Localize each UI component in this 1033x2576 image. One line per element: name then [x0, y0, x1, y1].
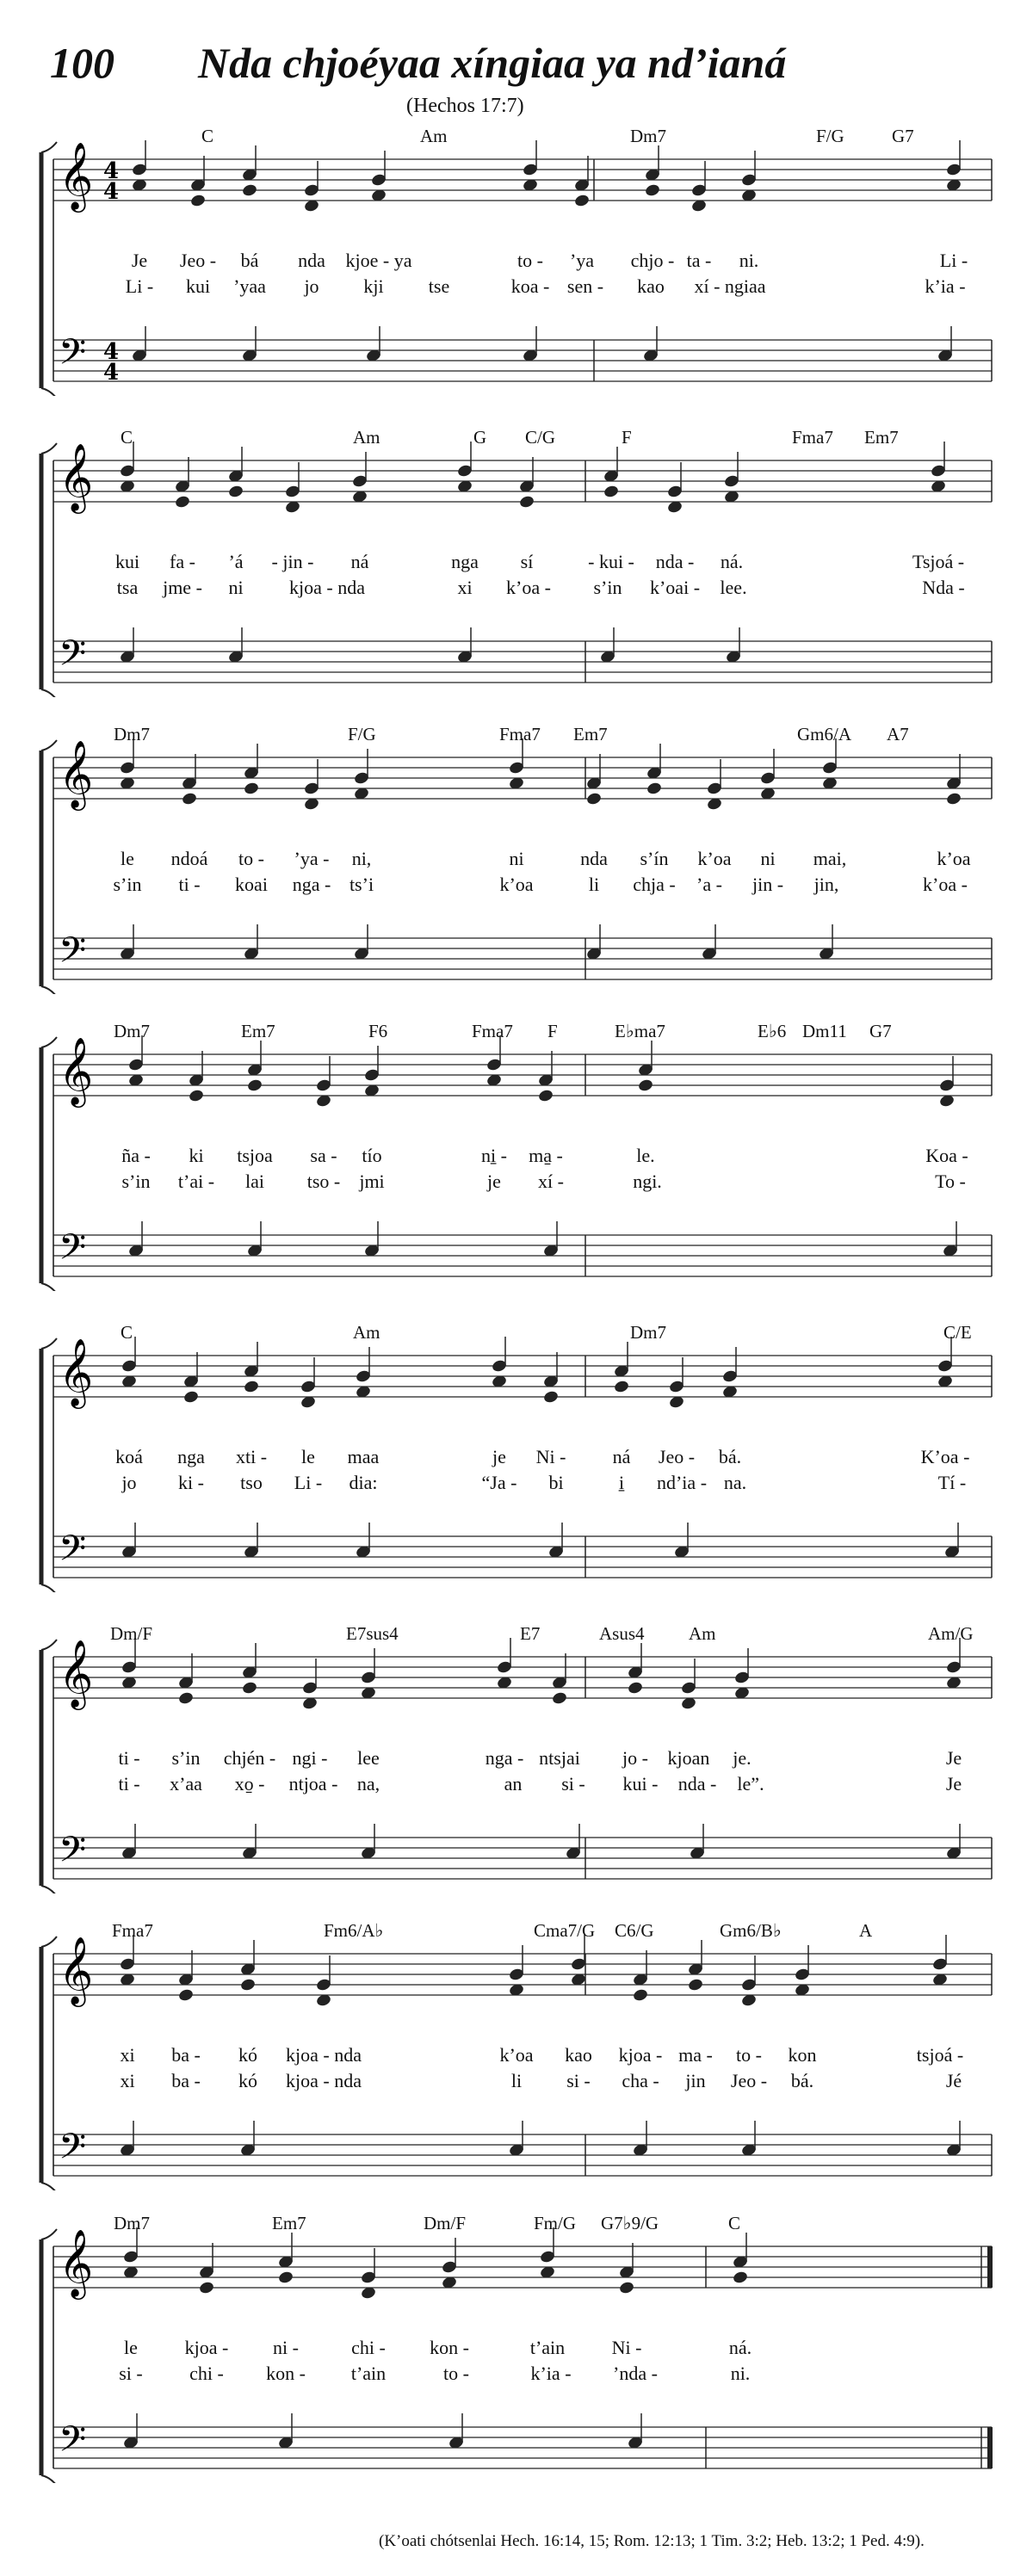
bass-clef-icon: 𝄢: [59, 1528, 87, 1578]
lyric-syllable: t’ain: [529, 2337, 566, 2358]
lyric-syllable: Je: [945, 1747, 962, 1769]
lyric-syllable: fa -: [170, 551, 195, 572]
lyric-syllable: ni̱ -: [481, 1145, 507, 1166]
bass-clef-icon: 𝄢: [59, 2418, 87, 2468]
treble-clef-icon: 𝄞: [59, 2229, 94, 2297]
chord-symbol: C: [121, 1322, 133, 1343]
lyric-syllable: nda: [298, 250, 325, 271]
lyric-syllable: k’oa -: [506, 577, 551, 598]
lyric-syllable: Li -: [125, 275, 154, 297]
chord-symbol: G7♭9/G: [601, 2213, 659, 2233]
note-head: [181, 792, 197, 806]
bass-clef-icon: 𝄢: [59, 1829, 87, 1879]
chord-symbol: Fma7: [472, 1021, 513, 1041]
lyric-syllable: chi -: [351, 2337, 386, 2358]
chord-symbol: Fma7: [792, 427, 833, 448]
note-head: [618, 2281, 634, 2295]
lyric-syllable: le”.: [737, 1773, 764, 1795]
lyric-syllable: Koa -: [925, 1145, 968, 1166]
chord-symbol: Dm7: [114, 1021, 150, 1041]
lyric-syllable: ni: [760, 848, 776, 869]
chord-symbol: F: [547, 1021, 558, 1041]
lyric-syllable: sí: [520, 551, 534, 572]
lyric-syllable: chi -: [189, 2363, 224, 2384]
note-head: [573, 194, 590, 208]
lyric-syllable: Tí -: [937, 1472, 967, 1493]
lyric-syllable: bi: [548, 1472, 564, 1493]
lyric-syllable: jin: [685, 2070, 706, 2091]
lyric-syllable: ntsjai: [539, 1747, 580, 1769]
lyric-syllable: kjoe - ya: [345, 250, 412, 271]
note-head: [732, 2270, 748, 2285]
lyric-syllable: To -: [935, 1171, 966, 1192]
music-system: [0, 1016, 1033, 1291]
lyric-syllable: ni: [228, 577, 244, 598]
chord-symbol: E♭ma7: [615, 1021, 665, 1041]
chord-symbol: Dm/F: [110, 1623, 153, 1644]
lyric-syllable: tsjoa: [237, 1145, 273, 1166]
lyric-syllable: Jeo -: [658, 1446, 696, 1467]
lyric-syllable: ts’i: [349, 874, 374, 895]
treble-clef-icon: 𝄞: [59, 142, 94, 210]
note-head: [687, 1978, 703, 1992]
note-head: [243, 1380, 259, 1394]
note-head: [542, 1390, 559, 1405]
time-signature: 4: [103, 339, 120, 365]
chord-symbol: C/E: [943, 1322, 972, 1343]
lyric-syllable: Je: [131, 250, 148, 271]
chord-symbol: Am: [420, 126, 448, 146]
lyric-syllable: jme -: [163, 577, 202, 598]
bass-clef-icon: 𝄢: [59, 331, 87, 381]
time-signature: 4: [103, 360, 120, 386]
note-head: [177, 1691, 194, 1706]
lyric-syllable: kui: [114, 551, 140, 572]
note-head: [246, 1078, 263, 1093]
note-head: [239, 1978, 256, 1992]
lyric-syllable: jin,: [813, 874, 839, 895]
chord-symbol: E♭6: [758, 1021, 787, 1041]
lyric-syllable: nga -: [292, 874, 331, 895]
lyric-syllable: ná.: [720, 551, 744, 572]
note-head: [277, 2270, 294, 2285]
lyric-syllable: kao: [565, 2044, 592, 2066]
chord-symbol: Dm7: [114, 2213, 150, 2233]
lyric-syllable: tío: [362, 1145, 382, 1166]
lyric-syllable: Li -: [294, 1472, 323, 1493]
lyric-syllable: kon: [788, 2044, 817, 2066]
note-head: [637, 1078, 653, 1093]
lyric-syllable: kjoa - nda: [286, 2044, 362, 2066]
lyric-syllable: tsjoá -: [916, 2044, 964, 2066]
chord-symbol: A7: [887, 724, 909, 744]
chord-symbol: Em7: [573, 724, 608, 744]
lyric-syllable: cha -: [622, 2070, 659, 2091]
lyric-syllable: le: [124, 2337, 138, 2358]
lyric-syllable: k’oa: [499, 2044, 534, 2066]
note-head: [585, 792, 602, 806]
note-head: [603, 485, 619, 499]
lyric-syllable: ni -: [273, 2337, 299, 2358]
note-head: [632, 1988, 648, 2003]
bass-clef-icon: 𝄢: [59, 930, 87, 979]
lyric-syllable: ’ya: [569, 250, 595, 271]
note-head: [613, 1380, 629, 1394]
lyric-syllable: kao: [637, 275, 665, 297]
chord-symbol: Am: [353, 427, 380, 448]
lyric-syllable: kui -: [622, 1773, 659, 1795]
chord-symbol: Em7: [241, 1021, 275, 1041]
lyric-syllable: le: [121, 848, 134, 869]
lyric-syllable: s’in: [113, 874, 142, 895]
lyric-syllable: to -: [736, 2044, 762, 2066]
lyric-syllable: k’ia -: [530, 2363, 572, 2384]
lyric-syllable: Li -: [939, 250, 968, 271]
lyric-syllable: k’oa -: [923, 874, 968, 895]
lyric-syllable: “Ja -: [481, 1472, 517, 1493]
chord-symbol: C6/G: [615, 1920, 654, 1941]
chord-symbol: G7: [892, 126, 914, 146]
chord-symbol: Fma7: [112, 1920, 153, 1941]
lyric-syllable: bá.: [718, 1446, 742, 1467]
lyric-syllable: kon -: [430, 2337, 469, 2358]
footer-note: (K’oati chótsenlai Hech. 16:14, 15; Rom. 12:13; 1 Tim. 3:2; Heb. 13:2; 1 Ped. 4:9).: [379, 2532, 925, 2550]
lyric-syllable: Ni -: [611, 2337, 642, 2358]
music-system: [0, 1915, 1033, 2190]
chord-symbol: Em7: [864, 427, 899, 448]
treble-clef-icon: 𝄞: [59, 1937, 94, 2005]
lyric-syllable: mai,: [813, 848, 847, 869]
lyric-syllable: Jeo -: [179, 250, 217, 271]
treble-clef-icon: 𝄞: [59, 1338, 94, 1406]
lyric-syllable: kjoa - nda: [286, 2070, 362, 2091]
note-head: [174, 495, 190, 510]
lyric-syllable: xí - ngiaa: [694, 275, 766, 297]
hymn-number: 100: [50, 39, 114, 87]
lyric-syllable: ’ya -: [294, 848, 330, 869]
lyric-syllable: koai: [235, 874, 268, 895]
lyric-syllable: nga: [451, 551, 479, 572]
lyric-syllable: nda -: [655, 551, 695, 572]
lyric-syllable: ti -: [178, 874, 201, 895]
lyric-syllable: koá: [115, 1446, 143, 1467]
note-head: [241, 183, 257, 198]
chord-symbol: E7sus4: [346, 1623, 399, 1644]
lyric-syllable: lee: [357, 1747, 380, 1769]
lyric-syllable: xi: [120, 2044, 135, 2066]
lyric-syllable: ti -: [118, 1747, 140, 1769]
lyric-syllable: nda -: [677, 1773, 717, 1795]
lyric-syllable: i̱: [618, 1472, 625, 1493]
lyric-syllable: li: [510, 2070, 523, 2091]
chord-symbol: Fma7: [499, 724, 541, 744]
lyric-syllable: kjoa -: [184, 2337, 229, 2358]
note-head: [198, 2281, 214, 2295]
music-system: [0, 1618, 1033, 1893]
lyric-syllable: chjo -: [630, 250, 675, 271]
lyric-syllable: ngi -: [292, 1747, 328, 1769]
lyric-syllable: K’oa -: [920, 1446, 970, 1467]
note-head: [646, 781, 662, 796]
lyric-syllable: xi: [120, 2070, 135, 2091]
music-system: [0, 2208, 1033, 2483]
lyric-syllable: ná: [612, 1446, 631, 1467]
chord-symbol: G: [473, 427, 487, 448]
note-head: [537, 1089, 554, 1103]
treble-clef-icon: 𝄞: [59, 1037, 94, 1105]
lyric-syllable: bá: [240, 250, 259, 271]
lyric-syllable: s’ín: [640, 848, 669, 869]
chord-symbol: C: [728, 2213, 741, 2233]
chord-symbol: Gm6/A: [797, 724, 851, 744]
lyric-syllable: kon -: [266, 2363, 306, 2384]
lyric-syllable: si -: [561, 1773, 585, 1795]
lyric-syllable: nda: [580, 848, 608, 869]
lyric-syllable: kjoan: [667, 1747, 710, 1769]
chord-symbol: Dm7: [114, 724, 150, 744]
lyric-syllable: jin -: [752, 874, 784, 895]
lyric-syllable: ba -: [171, 2070, 201, 2091]
lyric-syllable: Jé: [945, 2070, 962, 2091]
note-head: [627, 1681, 643, 1696]
lyric-syllable: ba -: [171, 2044, 201, 2066]
lyric-syllable: ni.: [730, 2363, 751, 2384]
lyric-syllable: lee.: [720, 577, 747, 598]
lyric-syllable: koa -: [510, 275, 550, 297]
lyric-syllable: jmi: [359, 1171, 385, 1192]
lyric-syllable: bá.: [790, 2070, 814, 2091]
lyric-syllable: t’ai -: [177, 1171, 215, 1192]
lyric-syllable: je: [492, 1446, 506, 1467]
lyric-syllable: s’in: [593, 577, 622, 598]
lyric-syllable: kui: [185, 275, 211, 297]
lyric-syllable: - kui -: [588, 551, 634, 572]
chord-symbol: Em7: [272, 2213, 306, 2233]
staff-graphics: [0, 2208, 1033, 2483]
lyric-syllable: ntjoa -: [288, 1773, 338, 1795]
lyric-syllable: si -: [566, 2070, 591, 2091]
lyric-syllable: ña -: [121, 1145, 151, 1166]
lyric-syllable: na.: [723, 1472, 747, 1493]
note-head: [188, 1089, 204, 1103]
note-head: [182, 1390, 199, 1405]
lyric-syllable: to -: [443, 2363, 469, 2384]
chord-symbol: Am: [353, 1322, 380, 1343]
lyric-syllable: je.: [733, 1747, 752, 1769]
treble-clef-icon: 𝄞: [59, 443, 94, 511]
note-head: [551, 1691, 567, 1706]
lyric-syllable: le.: [636, 1145, 655, 1166]
lyric-syllable: Ni -: [535, 1446, 566, 1467]
chord-symbol: E7: [520, 1623, 541, 1644]
lyric-syllable: xo̱ -: [234, 1773, 265, 1795]
music-system: [0, 422, 1033, 697]
lyric-syllable: jo -: [622, 1747, 648, 1769]
lyric-syllable: k’oai -: [649, 577, 701, 598]
lyric-syllable: tso -: [306, 1171, 341, 1192]
lyric-syllable: k’oa: [697, 848, 732, 869]
chord-symbol: Am: [689, 1623, 716, 1644]
lyric-syllable: Je: [945, 1773, 962, 1795]
lyric-syllable: k’ia -: [925, 275, 966, 297]
lyric-syllable: jo: [304, 275, 319, 297]
lyric-syllable: kjoa - nda: [289, 577, 365, 598]
lyric-syllable: to -: [517, 250, 543, 271]
lyric-syllable: chjén -: [223, 1747, 276, 1769]
note-head: [227, 485, 244, 499]
lyric-syllable: xi: [457, 577, 473, 598]
chord-symbol: F6: [368, 1021, 388, 1041]
chord-symbol: Dm7: [630, 126, 666, 146]
lyric-syllable: ’yaa: [233, 275, 266, 297]
lyric-syllable: ta -: [686, 250, 712, 271]
lyric-syllable: kjoa -: [618, 2044, 663, 2066]
chord-symbol: Cma7/G: [534, 1920, 596, 1941]
lyric-syllable: Nda -: [922, 577, 965, 598]
lyric-syllable: tso: [240, 1472, 263, 1493]
lyric-syllable: maa: [347, 1446, 380, 1467]
lyric-syllable: sen -: [566, 275, 604, 297]
lyric-syllable: kji: [363, 275, 384, 297]
lyric-syllable: nga: [177, 1446, 205, 1467]
lyric-syllable: sa -: [310, 1145, 337, 1166]
lyric-syllable: ki -: [178, 1472, 204, 1493]
lyric-syllable: xí -: [538, 1171, 564, 1192]
chord-symbol: Dm7: [630, 1322, 666, 1343]
chord-symbol: Am/G: [928, 1623, 974, 1644]
lyric-syllable: ngi.: [633, 1171, 662, 1192]
chord-symbol: F/G: [348, 724, 376, 744]
lyric-syllable: li: [588, 874, 600, 895]
lyric-syllable: s’in: [121, 1171, 151, 1192]
time-signature: 4: [103, 179, 120, 205]
lyric-syllable: nd’ia -: [656, 1472, 708, 1493]
music-system: [0, 719, 1033, 994]
hymn-reference: (Hechos 17:7): [406, 95, 524, 117]
lyric-syllable: ná: [350, 551, 369, 572]
lyric-syllable: chja -: [633, 874, 676, 895]
lyric-syllable: dia:: [349, 1472, 378, 1493]
lyric-syllable: ni,: [351, 848, 372, 869]
note-head: [241, 1681, 257, 1696]
lyric-syllable: ’á: [228, 551, 244, 572]
hymn-title: Nda chjoéyaa xíngiaa ya nd’ianá: [198, 39, 787, 87]
bass-clef-icon: 𝄢: [59, 1226, 87, 1276]
lyric-syllable: x’aa: [170, 1773, 202, 1795]
lyric-syllable: - jin -: [271, 551, 314, 572]
chord-symbol: G7: [869, 1021, 892, 1041]
music-system: [0, 120, 1033, 396]
staff-graphics: [0, 1317, 1033, 1592]
lyric-syllable: kó: [238, 2070, 257, 2091]
lyric-syllable: ndoá: [170, 848, 208, 869]
chord-symbol: F/G: [816, 126, 844, 146]
lyric-syllable: to -: [238, 848, 264, 869]
lyric-syllable: s’in: [171, 1747, 201, 1769]
page-header: [0, 0, 1033, 117]
staff-graphics: [0, 1016, 1033, 1291]
lyric-syllable: ki: [189, 1145, 204, 1166]
lyric-syllable: si -: [119, 2363, 143, 2384]
lyric-syllable: ’a -: [696, 874, 722, 895]
note-head: [945, 792, 962, 806]
staff-graphics: [0, 120, 1033, 396]
lyric-syllable: ’nda -: [613, 2363, 658, 2384]
lyric-syllable: tse: [428, 275, 450, 297]
music-system: [0, 1317, 1033, 1592]
chord-symbol: Gm6/B♭: [720, 1920, 782, 1941]
lyric-syllable: lai: [245, 1171, 264, 1192]
note-head: [518, 495, 535, 510]
chord-symbol: C: [121, 427, 133, 448]
lyric-syllable: k’oa: [937, 848, 971, 869]
bass-clef-icon: 𝄢: [59, 633, 87, 683]
time-signature: 4: [103, 158, 120, 184]
lyric-syllable: xti -: [235, 1446, 268, 1467]
lyric-syllable: tsa: [116, 577, 139, 598]
chord-symbol: Asus4: [599, 1623, 645, 1644]
chord-symbol: C/G: [525, 427, 556, 448]
chord-symbol: F: [622, 427, 632, 448]
note-head: [243, 781, 259, 796]
lyric-syllable: nga -: [485, 1747, 524, 1769]
lyric-syllable: je: [487, 1171, 501, 1192]
lyric-syllable: ni.: [739, 250, 759, 271]
chord-symbol: A: [859, 1920, 873, 1941]
lyric-syllable: ma̱ -: [529, 1145, 563, 1166]
lyric-syllable: ni: [509, 848, 524, 869]
lyric-syllable: an: [504, 1773, 523, 1795]
chord-symbol: C: [201, 126, 214, 146]
note-head: [189, 194, 206, 208]
lyric-syllable: na,: [356, 1773, 380, 1795]
note-head: [644, 183, 660, 198]
chord-symbol: Dm11: [802, 1021, 847, 1041]
lyric-syllable: ti -: [118, 1773, 140, 1795]
lyric-syllable: Jeo -: [730, 2070, 768, 2091]
lyric-syllable: ma -: [678, 2044, 713, 2066]
bass-clef-icon: 𝄢: [59, 2126, 87, 2176]
lyric-syllable: le: [301, 1446, 315, 1467]
lyric-syllable: k’oa: [499, 874, 534, 895]
note-head: [177, 1988, 194, 2003]
staff-graphics: [0, 422, 1033, 697]
chord-symbol: Dm/F: [424, 2213, 467, 2233]
treble-clef-icon: 𝄞: [59, 1640, 94, 1708]
lyric-syllable: t’ain: [350, 2363, 387, 2384]
chord-symbol: Fm6/A♭: [324, 1920, 384, 1941]
lyric-syllable: kó: [238, 2044, 257, 2066]
chord-symbol: Fm/G: [534, 2213, 577, 2233]
lyric-syllable: Tsjoá -: [912, 551, 965, 572]
treble-clef-icon: 𝄞: [59, 740, 94, 808]
lyric-syllable: ná.: [728, 2337, 752, 2358]
lyric-syllable: jo: [121, 1472, 137, 1493]
